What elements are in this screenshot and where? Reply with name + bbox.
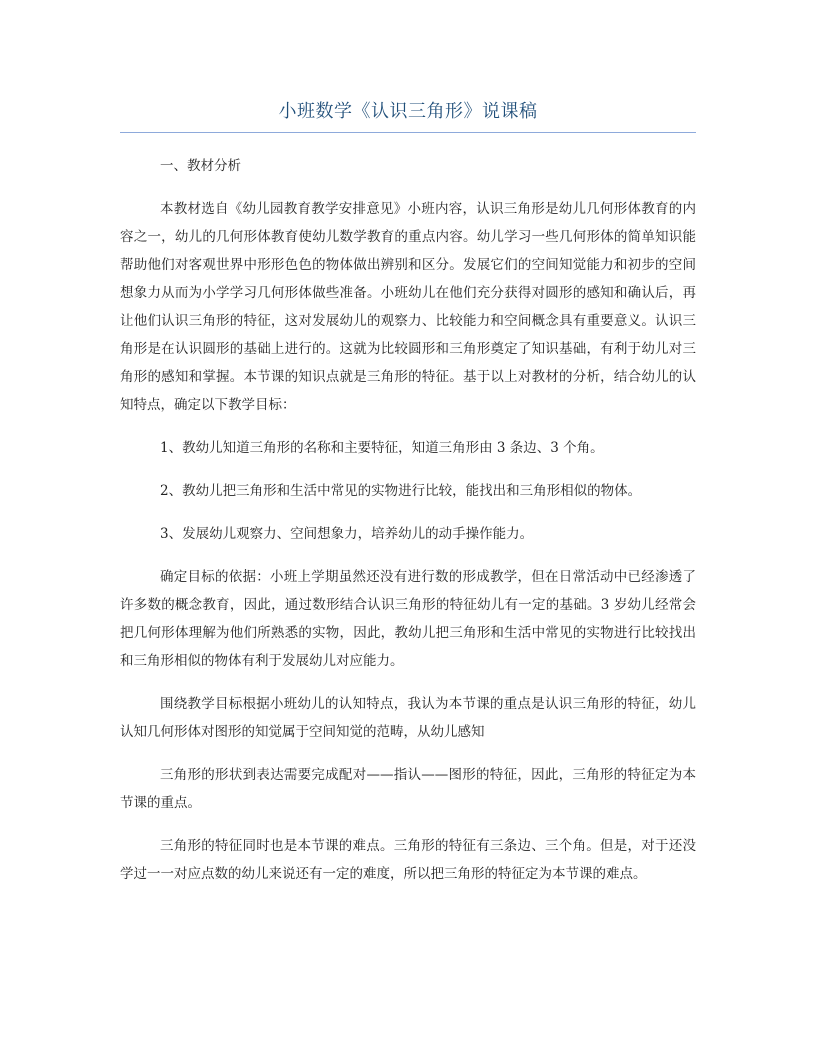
document-body xyxy=(120,152,696,903)
title-underline xyxy=(120,132,696,133)
teaching-goal-2: 2、教幼儿把三角形和生活中常见的实物进行比较，能找出和三角形相似的物体。 xyxy=(160,483,642,499)
document-title: 小班数学《认识三角形》说课稿 xyxy=(278,101,538,122)
paragraph-key-point: 三角形的形状到表达需要完成配对——指认——图形的特征，因此，三角形的特征定为本节课的重点。 xyxy=(120,767,696,811)
paragraph-goal-basis: 确定目标的依据：小班上学期虽然还没有进行数的形成教学，但在日常活动中已经渗透了许多数的概念教育，因此，通过数形结合认识三角形的特征幼儿有一定的基础。3 岁幼儿经常会把几何形体理解为他们所熟悉的实物，因此，教幼儿把三角形和生活中常见的实物进行比较找出和三角形相似的物体有利于发展幼儿对应能力。 xyxy=(120,569,696,669)
paragraph-textbook-analysis: 本教材选自《幼儿园教育教学安排意见》小班内容，认识三角形是幼儿几何形体教育的内容之一，幼儿的几何形体教育使幼儿数学教育的重点内容。幼儿学习一些几何形体的简单知识能帮助他们对客观世界中形形色色的物体做出辨别和区分。发展它们的空间知觉能力和初步的空间想象力从而为小学学习几何形体做些准备。小班幼儿在他们充分获得对圆形的感知和确认后，再让他们认识三角形的特征，这对发展幼儿的观察力、比较能力和空间概念具有重要意义。认识三角形是在认识圆形的基础上进行的。这就为比较圆形和三角形奠定了知识基础，有利于幼儿对三角形的感知和掌握。本节课的知识点就是三角形的特征。基于以上对教材的分析，结合幼儿的认知特点，确定以下教学目标： xyxy=(120,201,696,413)
paragraph-difficulty: 三角形的特征同时也是本节课的难点。三角形的特征有三条边、三个角。但是，对于还没学过一一对应点数的幼儿来说还有一定的难度，所以把三角形的特征定为本节课的难点。 xyxy=(120,838,696,882)
teaching-goal-1: 1、教幼儿知道三角形的名称和主要特征，知道三角形由 3 条边、3 个角。 xyxy=(160,440,604,456)
teaching-goal-3: 3、发展幼儿观察力、空间想象力，培养幼儿的动手操作能力。 xyxy=(160,526,534,542)
paragraph-key-point-intro: 围绕教学目标根据小班幼儿的认知特点，我认为本节课的重点是认识三角形的特征，幼儿认知几何形体对图形的知觉属于空间知觉的范畴，从幼儿感知 xyxy=(120,696,696,740)
section-heading: 一、教材分析 xyxy=(160,158,241,174)
